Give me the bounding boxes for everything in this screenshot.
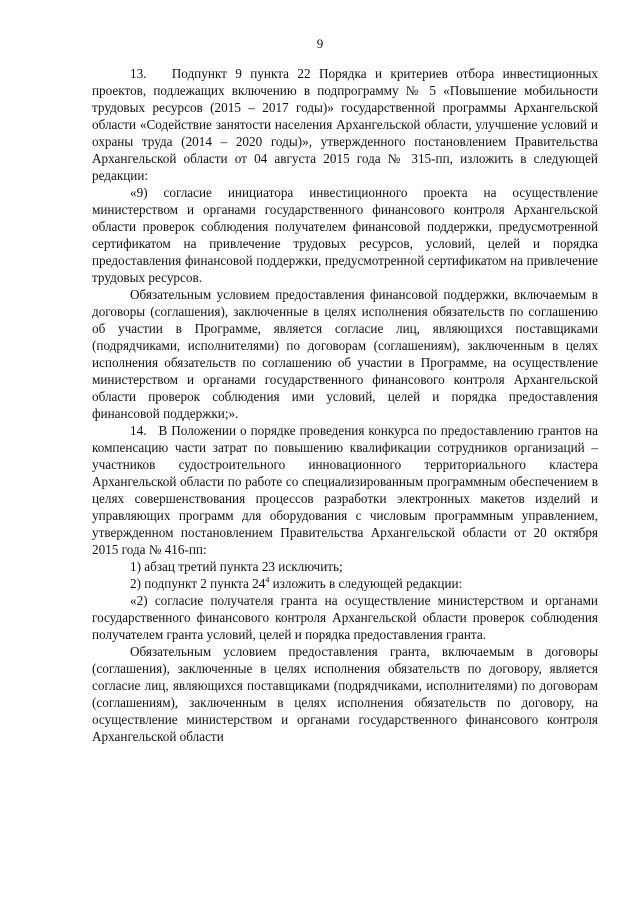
paragraph-13-quote-condition: Обязательным условием предоставления финансовой поддержки, включаемым в договоры (соглашения), заключенные в целях исполнения обязательств по соглашению об участии в Программе, является согласие лиц, являющихся поставщиками (подрядчиками, исполнителями) по договорам (соглашениям), заключенным в целях исполнения обязательств по соглашению об участии в Программе, на осуществление министерством и органами государственного финансового контроля Архангельской области проверок соблюдения ими условий, целей и порядка предоставления финансовой поддержки;». bbox=[92, 287, 598, 421]
paragraph-13-quote-item-9: «9) согласие инициатора инвестиционного проекта на осуществление министерством и органами государственного финансового контроля Архангельской области проверок соблюдения получателем финансовой поддержки, предусмотренной сертификатом на привлечение трудовых ресурсов, условий, целей и порядка предоставления финансовой поддержки, предусмотренной сертификатом на привлечение трудовых ресурсов. bbox=[92, 185, 598, 285]
paragraph-14: 14. В Положении о порядке проведения конкурса по предоставлению грантов на компенсацию части затрат по повышению квалификации сотрудников организаций – участников судостроительного инновационного территориального кластера Архангельской области по работе со специализированным программным обеспечением в целях совершенствования процессов разработки электронных макетов изделий и управляющих программ для оборудования с числовым программным управлением, утвержденном постановлением Правительства Архангельской области от 20 октября 2015 года № 416-пп: bbox=[92, 423, 598, 557]
item-2-text-after: изложить в следующей редакции: bbox=[269, 576, 463, 591]
paragraph-14-quote-condition: Обязательным условием предоставления гранта, включаемым в договоры (соглашения), заключенные в целях исполнения обязательств по договору, является согласие лиц, являющихся поставщиками (подрядчиками, исполнителями) по договорам (соглашениям), заключенным в целях исполнения обязательств по договору, на осуществление министерством и органами государственного финансового контроля Архангельской области bbox=[92, 644, 598, 744]
document-body bbox=[92, 65, 598, 745]
paragraph-14-item-2 bbox=[92, 575, 598, 592]
page-number: 9 bbox=[316, 36, 324, 51]
item-2-superscript: 4 bbox=[265, 575, 270, 585]
paragraph-14-item-1: 1) абзац третий пункта 23 исключить; bbox=[130, 559, 343, 574]
paragraph-13: 13. Подпункт 9 пункта 22 Порядка и критериев отбора инвестиционных проектов, подлежащих включению в подпрограмму № 5 «Повышение мобильности трудовых ресурсов (2015 – 2017 годы)» государственной программы Архангельской области «Содействие занятости населения Архангельской области, улучшение условий и охраны труда (2014 – 2020 годы)», утвержденного постановлением Правительства Архангельской области от 04 августа 2015 года № 315-пп, изложить в следующей редакции: bbox=[92, 66, 598, 183]
item-2-text-before: 2) подпункт 2 пункта 24 bbox=[130, 576, 266, 591]
paragraph-14-quote-item-2: «2) согласие получателя гранта на осуществление министерством и органами государственного финансового контроля Архангельской области проверок соблюдения получателем гранта условий, целей и порядка предоставления гранта. bbox=[92, 593, 598, 642]
